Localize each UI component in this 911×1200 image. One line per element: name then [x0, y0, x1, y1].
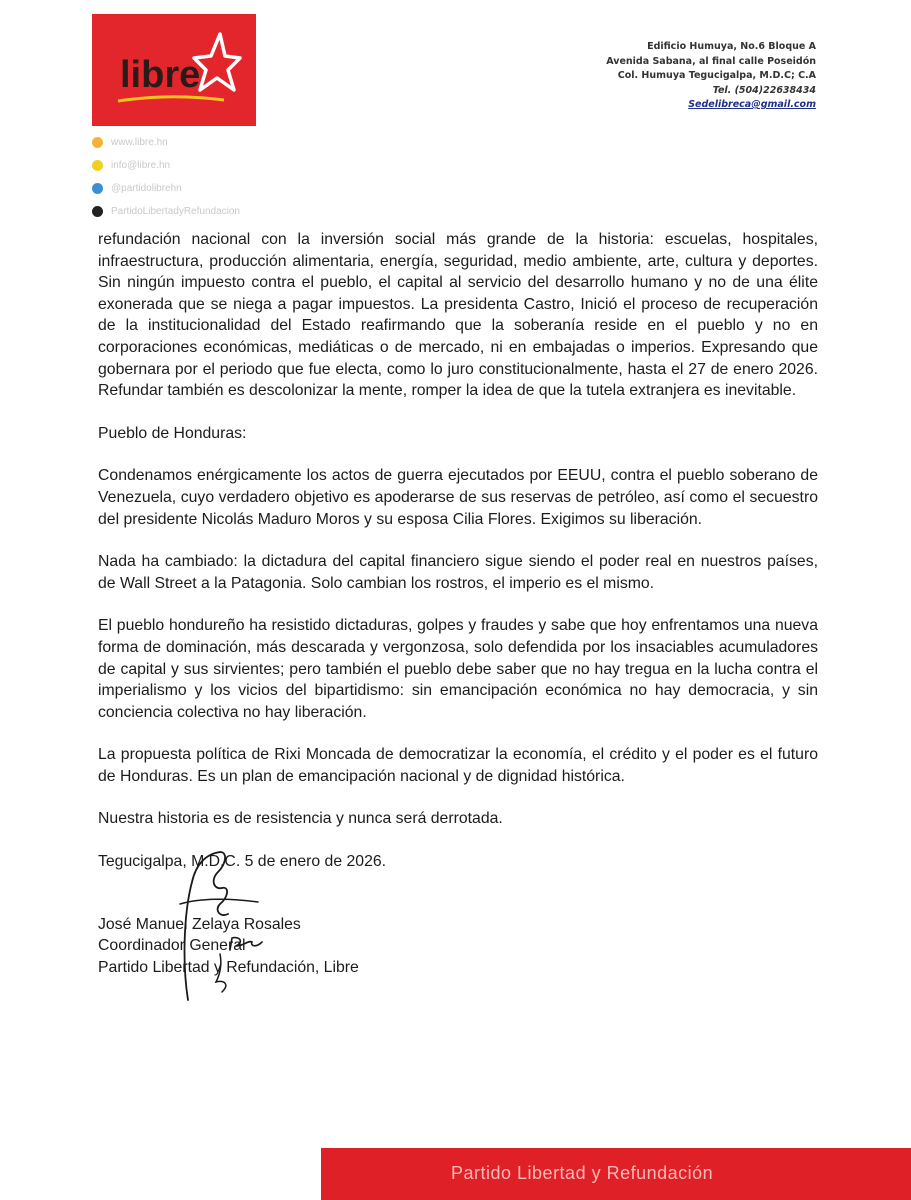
facebook-icon [92, 206, 103, 217]
contact-list [92, 131, 240, 223]
star-icon [192, 32, 242, 94]
signer-title: Coordinador General [98, 937, 246, 955]
contact-web[interactable] [92, 131, 240, 154]
contact-facebook[interactable] [92, 200, 240, 223]
contact-email[interactable] [92, 154, 240, 177]
paragraph-1: refundación nacional con la inversión social más grande de la historia: escuelas, hospitales, infraestructura, producción alimentaria, energía, seguridad, medio ambiente, arte, cultura y deportes. Sin ningún impuesto contra el pueblo, el capital al servicio del desarrollo humano y no de una élite exonerada que se niega a pagar impuestos. La presidenta Castro, Inició el proceso de recuperación de la institucionalidad del Estado reafirmando que la soberanía reside en el pueblo y no en corporaciones económicas, mediáticas o de mercado, ni en embajadas o imperios. Expresando que gobernara por el periodo que fue electa, como lo juro constitucionalmente, hasta el 27 de enero 2026. Refundar también es descolonizar la mente, romper la idea de que la tutela extranjera es inevitable. [98, 231, 818, 400]
party-logo [92, 14, 256, 126]
footer-bar [321, 1148, 911, 1200]
web-icon [92, 137, 103, 148]
mail-icon [92, 160, 103, 171]
logo-wordmark: libre [120, 54, 201, 96]
place-date: Tegucigalpa, M.D.C. 5 de enero de 2026. [98, 853, 387, 871]
salutation: Pueblo de Honduras: [98, 424, 247, 442]
address-block [556, 40, 816, 113]
email-link[interactable]: Sedelibreca@gmail.com [688, 99, 816, 110]
contact-web-text: www.libre.hn [111, 137, 168, 148]
address-line-3: Col. Humuya Tegucigalpa, M.D.C; C.A [617, 70, 816, 81]
signer-org: Partido Libertad y Refundación, Libre [98, 958, 359, 976]
contact-facebook-text: PartidoLibertadyRefundacion [111, 206, 240, 217]
paragraph-6: Nuestra historia es de resistencia y nunca será derrotada. [98, 810, 503, 828]
phone-number: Tel. (504)22638434 [712, 84, 816, 96]
address-line-2: Avenida Sabana, al final calle Poseidón [606, 55, 816, 67]
contact-email-text: info@libre.hn [111, 160, 171, 171]
contact-twitter[interactable] [92, 177, 240, 200]
paragraph-2: Condenamos enérgicamente los actos de guerra ejecutados por EEUU, contra el pueblo soberano de Venezuela, cuyo verdadero objetivo es apoderarse de sus reservas de petróleo, así como el secuestro del presidente Nicolás Maduro Moros y su esposa Cilia Flores. Exigimos su liberación. [98, 467, 818, 528]
swoosh-decoration [116, 94, 226, 104]
paragraph-5: La propuesta política de Rixi Moncada de democratizar la economía, el crédito y el poder es el futuro de Honduras. Es un plan de emancipación nacional y de dignidad histórica. [98, 746, 818, 785]
footer-text: Partido Libertad y Refundación [451, 1163, 714, 1183]
handwritten-signature [170, 842, 280, 1012]
paragraph-4: El pueblo hondureño ha resistido dictaduras, golpes y fraudes y sabe que hoy enfrentamos una nueva forma de dominación, más descarada y vergonzosa, solo defendida por los insaciables acumuladores de capital y sus sirvientes; pero también el pueblo debe saber que no hay tregua en la lucha contra el imperialismo y los vicios del bipartidismo: sin emancipación económica no hay democracia, y sin conciencia colectiva no hay liberación. [98, 617, 818, 721]
contact-twitter-text: @partidolibrehn [111, 183, 182, 194]
twitter-icon [92, 183, 103, 194]
signer-name: José Manuel Zelaya Rosales [98, 915, 301, 933]
paragraph-3: Nada ha cambiado: la dictadura del capital financiero sigue siendo el poder real en nuestros países, de Wall Street a la Patagonia. Solo cambian los rostros, el imperio es el mismo. [98, 553, 818, 592]
address-line-1: Edificio Humuya, No.6 Bloque A [647, 41, 816, 52]
